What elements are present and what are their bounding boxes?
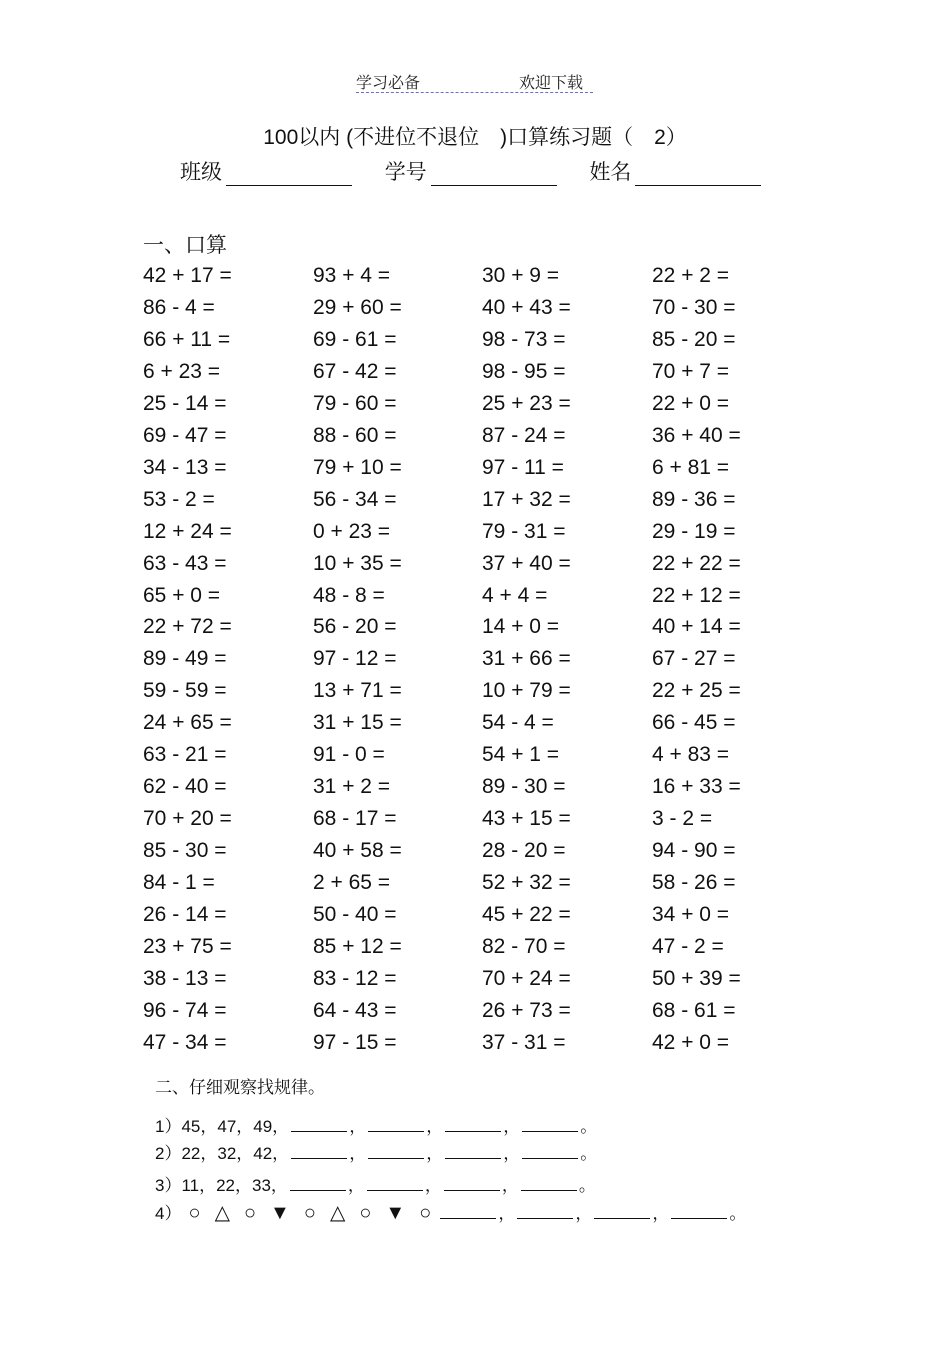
arithmetic-problem: 58 - 26 = [652,871,736,895]
arithmetic-problem: 25 + 23 = [482,391,571,415]
answer-blank[interactable] [671,1204,727,1219]
arithmetic-problem: 34 + 0 = [652,903,730,926]
arithmetic-problem: 34 - 13 = [143,455,227,479]
arithmetic-problem: 36 + 40 = [652,423,741,447]
arithmetic-problem: 47 - 2 = [652,934,724,958]
shape-sequence-line [155,1199,746,1225]
arithmetic-problem: 54 + 1 = [482,743,560,767]
separator: ， [498,1204,516,1223]
arithmetic-problem: 67 - 27 = [652,647,736,671]
arithmetic-problem: 59 - 59 = [143,679,227,703]
arithmetic-problem: 86 - 4 = [143,295,215,319]
separator: ， [426,1117,444,1136]
arithmetic-problem: 10 + 35 = [313,551,402,575]
arithmetic-problem: 40 + 43 = [482,295,571,319]
arithmetic-problem: 85 - 20 = [652,327,736,351]
arithmetic-problem: 17 + 32 = [482,487,571,511]
separator: ， [349,1117,367,1136]
arithmetic-problem: 70 + 20 = [143,807,232,831]
arithmetic-problem: 88 - 60 = [313,423,397,447]
circle-shape: ○ [188,1202,201,1224]
arithmetic-problem: 24 + 65 = [143,711,232,735]
arithmetic-problem: 68 - 17 = [313,807,397,831]
arithmetic-problem: 3 - 2 = [652,807,713,831]
arithmetic-problem: 79 - 60 = [313,391,397,415]
arithmetic-problem: 47 - 34 = [143,1030,227,1054]
triangle-shape: △ [329,1202,346,1224]
arithmetic-problem: 63 - 21 = [143,743,227,767]
class-blank[interactable] [226,163,352,186]
worksheet-title: 100以内 (不进位不退位 )口算练习题（ 2） [263,126,687,149]
arithmetic-problem: 83 - 12 = [313,966,397,990]
arithmetic-problem: 22 + 22 = [652,551,741,575]
answer-blank[interactable] [517,1204,573,1219]
arithmetic-problem: 22 + 72 = [143,615,232,639]
answer-blank[interactable] [522,1144,578,1159]
arithmetic-problem: 98 - 73 = [482,327,566,351]
section-1-title: 一、口算 [143,233,227,257]
arithmetic-problem: 70 + 24 = [482,966,571,990]
arithmetic-problem: 42 + 0 = [652,1030,730,1054]
separator: ， [349,1144,367,1163]
arithmetic-problem: 12 + 24 = [143,519,232,543]
arithmetic-problem: 82 - 70 = [482,934,566,958]
arithmetic-problem: 40 + 14 = [652,615,741,639]
header-right-text: 欢迎下载 [519,73,584,92]
answer-blank[interactable] [368,1144,424,1159]
sequence-line [155,1112,597,1137]
triangle-shape: △ [214,1202,230,1224]
arithmetic-problem: 89 - 36 = [652,487,736,511]
arithmetic-problem: 0 + 23 = [313,519,391,543]
arithmetic-problem: 62 - 40 = [143,775,227,799]
arithmetic-problem: 6 + 81 = [652,455,730,479]
arithmetic-problem: 65 + 0 = [143,583,221,607]
arithmetic-problem: 6 + 23 = [143,359,221,383]
arithmetic-problem: 89 - 49 = [143,647,227,671]
sequence-label: 2）22，32，42， [155,1144,290,1163]
arithmetic-problem: 37 + 40 = [482,551,571,575]
number-label: 学号 [384,160,427,184]
separator: ， [503,1144,521,1163]
arithmetic-problem: 23 + 75 = [143,934,232,958]
arithmetic-problem: 31 + 2 = [313,775,391,799]
arithmetic-problem: 63 - 43 = [143,551,227,575]
answer-blank[interactable] [444,1176,500,1191]
arithmetic-problem: 22 + 25 = [652,679,741,703]
answer-blank[interactable] [445,1144,501,1159]
name-label: 姓名 [589,160,632,184]
arithmetic-problem: 85 + 12 = [313,934,402,958]
answer-blank[interactable] [521,1176,577,1191]
arithmetic-problem: 67 - 42 = [313,359,397,383]
circle-shape: ○ [359,1202,372,1224]
arithmetic-problem: 4 + 83 = [652,743,730,767]
arithmetic-problem: 94 - 90 = [652,839,736,863]
separator: ， [503,1117,521,1136]
arithmetic-problem: 64 - 43 = [313,998,397,1022]
arithmetic-problem: 40 + 58 = [313,839,402,863]
filled-triangle-shape: ▼ [270,1202,290,1224]
arithmetic-problem: 79 - 31 = [482,519,566,543]
arithmetic-problem: 97 - 11 = [482,455,564,479]
header-left-text: 学习必备 [356,73,421,92]
circle-shape: ○ [243,1202,257,1224]
arithmetic-problem: 2 + 65 = [313,871,391,895]
separator: ， [575,1204,593,1223]
arithmetic-problem: 26 + 73 = [482,998,571,1022]
arithmetic-problem: 22 + 12 = [652,583,741,607]
answer-blank[interactable] [368,1117,424,1132]
arithmetic-problem: 14 + 0 = [482,615,560,639]
sequence-label: 3）11，22，33， [155,1176,288,1195]
separator: ， [501,1176,519,1195]
arithmetic-problem: 29 - 19 = [652,519,736,543]
separator: ， [424,1176,442,1195]
separator: ， [347,1176,365,1195]
arithmetic-problem: 93 + 4 = [313,264,391,287]
arithmetic-problem: 50 + 39 = [652,966,741,990]
answer-blank[interactable] [291,1117,347,1132]
arithmetic-problem: 30 + 9 = [482,264,560,287]
arithmetic-problem: 96 - 74 = [143,998,227,1022]
arithmetic-problem: 89 - 30 = [482,775,566,799]
circle-shape: ○ [303,1202,316,1224]
arithmetic-problem: 69 - 47 = [143,423,227,447]
section-2-title: 二、仔细观察找规律。 [155,1078,325,1098]
arithmetic-problem: 68 - 61 = [652,998,736,1022]
arithmetic-problem: 10 + 79 = [482,679,571,703]
arithmetic-problem: 38 - 13 = [143,966,227,990]
student-info-line [180,156,787,186]
arithmetic-problem: 26 - 14 = [143,903,227,926]
arithmetic-problem: 22 + 0 = [652,391,730,415]
page-header [356,70,593,93]
arithmetic-problem: 22 + 2 = [652,264,730,287]
end-mark: 。 [580,1117,598,1136]
arithmetic-problem: 28 - 20 = [482,839,566,863]
sequence-label: 1）45，47，49， [155,1117,290,1136]
arithmetic-problem: 48 - 8 = [313,583,385,607]
class-label: 班级 [180,160,222,184]
answer-blank[interactable] [445,1117,501,1132]
arithmetic-problem: 31 + 15 = [313,711,402,735]
arithmetic-problem: 79 + 10 = [313,455,402,479]
sequence-label: 4） [155,1204,182,1223]
end-mark: 。 [578,1176,596,1195]
arithmetic-problem: 31 + 66 = [482,647,571,671]
answer-blank[interactable] [291,1144,347,1159]
arithmetic-problem: 70 - 30 = [652,295,736,319]
arithmetic-problem: 29 + 60 = [313,295,402,319]
arithmetic-problem: 13 + 71 = [313,679,402,703]
answer-blank[interactable] [290,1176,346,1191]
filled-triangle-shape: ▼ [385,1202,406,1224]
arithmetic-problem: 52 + 32 = [482,871,571,895]
separator: ， [426,1144,444,1163]
name-blank[interactable] [635,163,761,186]
arithmetic-problem: 66 - 45 = [652,711,736,735]
arithmetic-problem: 97 - 12 = [313,647,397,671]
answer-blank[interactable] [440,1204,496,1219]
arithmetic-problem: 43 + 15 = [482,807,571,831]
arithmetic-problem: 85 - 30 = [143,839,227,863]
sequence-line [155,1139,597,1164]
arithmetic-problem: 53 - 2 = [143,487,215,511]
arithmetic-problem: 84 - 1 = [143,871,215,895]
answer-blank[interactable] [522,1117,578,1132]
arithmetic-problem: 37 - 31 = [482,1030,566,1054]
arithmetic-problem: 4 + 4 = [482,583,548,607]
arithmetic-problem: 16 + 33 = [652,775,741,799]
arithmetic-problem: 54 - 4 = [482,711,554,735]
arithmetic-problem: 66 + 11 = [143,327,231,351]
arithmetic-problem: 56 - 34 = [313,487,397,511]
arithmetic-problem: 69 - 61 = [313,327,397,351]
separator: ， [652,1204,670,1223]
answer-blank[interactable] [367,1176,423,1191]
arithmetic-problem: 87 - 24 = [482,423,566,447]
arithmetic-problem: 42 + 17 = [143,264,232,287]
end-mark: 。 [580,1144,598,1163]
arithmetic-problem: 50 - 40 = [313,903,397,926]
arithmetic-problem: 98 - 95 = [482,359,566,383]
arithmetic-problem: 56 - 20 = [313,615,397,639]
answer-blank[interactable] [594,1204,650,1219]
arithmetic-problem: 97 - 15 = [313,1030,397,1054]
sequence-line [155,1171,596,1196]
number-blank[interactable] [431,163,557,186]
arithmetic-problem: 45 + 22 = [482,903,571,926]
arithmetic-problem: 25 - 14 = [143,391,227,415]
arithmetic-problem: 91 - 0 = [313,743,385,767]
end-mark: 。 [729,1204,747,1223]
arithmetic-problem: 70 + 7 = [652,359,730,383]
circle-shape: ○ [419,1202,432,1224]
